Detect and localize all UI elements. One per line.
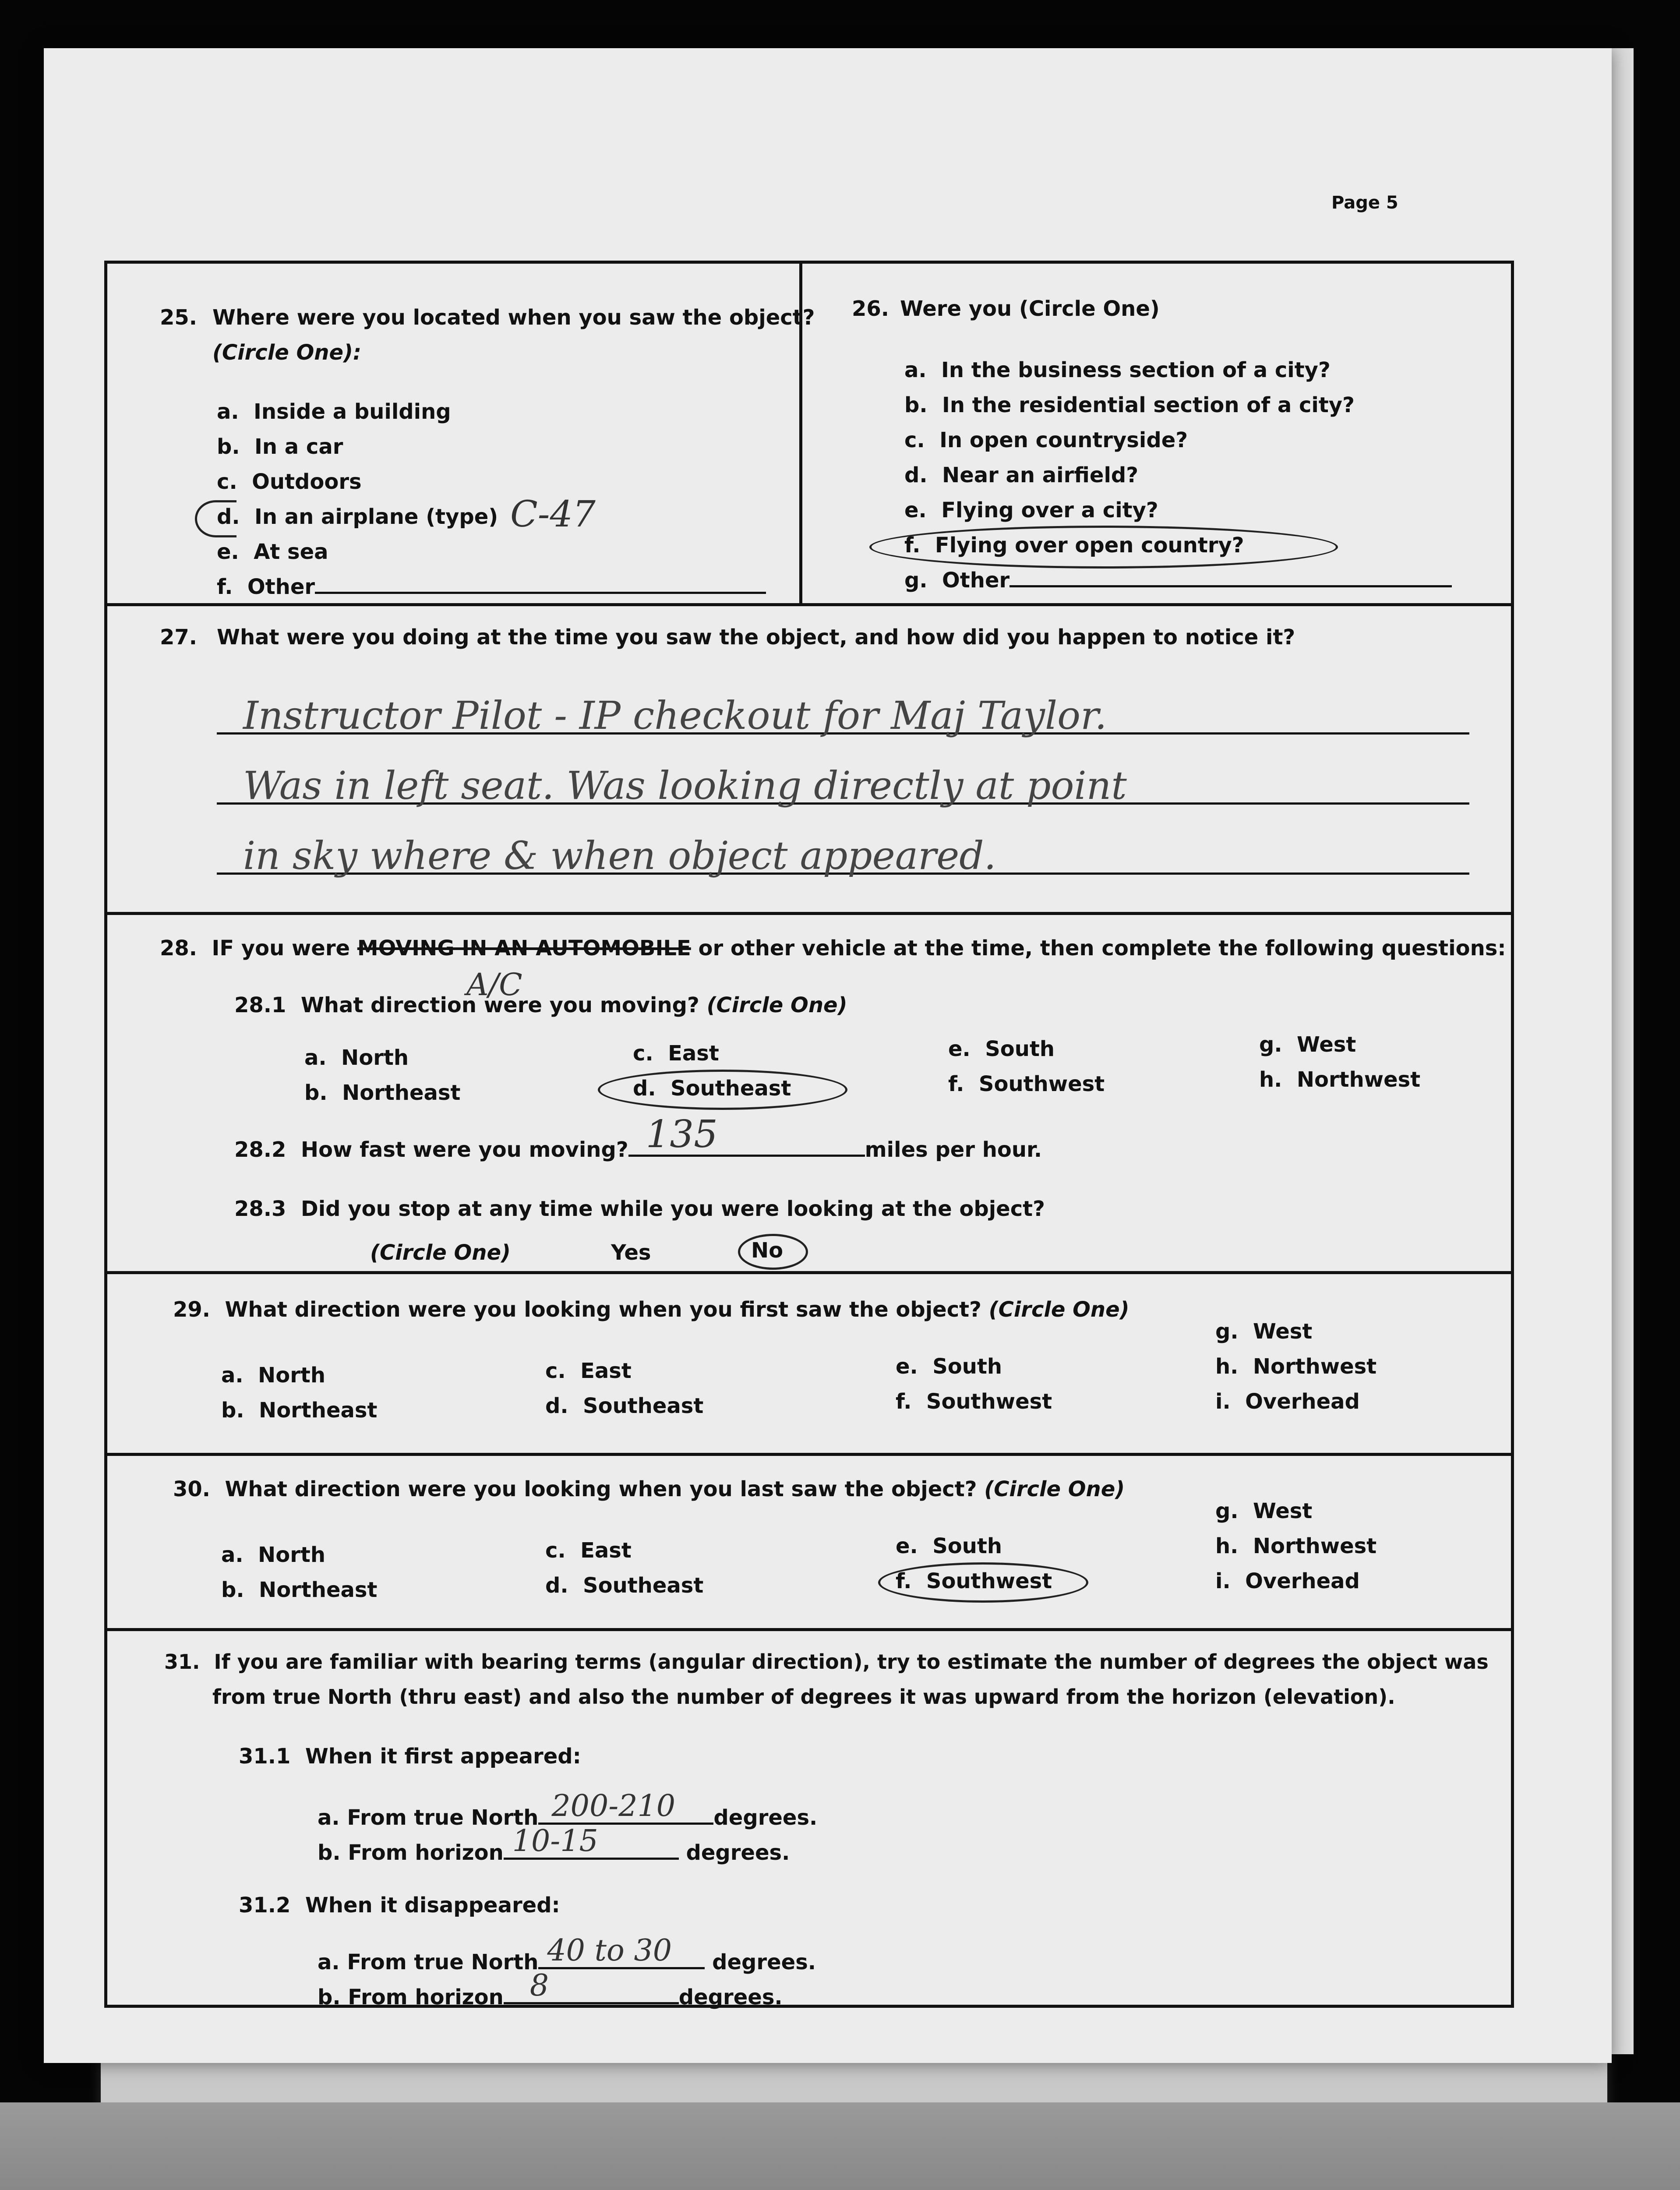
q25-option-f[interactable]: f. Other [217,575,766,599]
q29-option-f[interactable]: f. Southwest [896,1389,1052,1414]
q281-option-d[interactable]: d. Southeast [633,1076,791,1101]
q26-option-c[interactable]: c. In open countryside? [904,428,1188,452]
q30-option-c[interactable]: c. East [545,1538,632,1563]
q311-label: 31.1 When it first appeared: [239,1744,581,1769]
q29-option-b[interactable]: b. Northeast [221,1398,378,1423]
q282-question: 28.2 How fast were you moving? 135 miles per hour. [234,1113,1042,1162]
q281-d-circle-mark [598,1070,847,1110]
q283-option-yes[interactable]: Yes [611,1240,651,1265]
q25-number: 25. [160,305,198,330]
q281-option-c[interactable]: c. East [633,1041,719,1066]
divider-29 [107,1271,1511,1274]
q281-option-f[interactable]: f. Southwest [948,1072,1105,1096]
q281-option-h[interactable]: h. Northwest [1259,1067,1421,1092]
divider-31 [107,1628,1511,1631]
q311-north-field[interactable]: 200-210 [538,1823,713,1825]
q29-option-h[interactable]: h. Northwest [1215,1354,1377,1379]
q311-horizon-field[interactable]: 10-15 [504,1858,679,1860]
q25-handwritten-type: C-47 [510,494,596,535]
q30-option-i[interactable]: i. Overhead [1215,1569,1360,1593]
form-page [44,48,1612,2063]
q283-instruction: (Circle One) [370,1240,511,1265]
q312-label: 31.2 When it disappeared: [239,1893,560,1918]
q26-other-line[interactable] [1009,585,1452,587]
q29-question: 29. What direction were you looking when you first saw the object? (Circle One) [173,1297,1129,1322]
q25-d-circle-mark [195,500,236,537]
q25-option-d[interactable]: d. In an airplane (type) [217,505,498,529]
q30-option-e[interactable]: e. South [896,1534,1002,1558]
q26-f-circle-mark [869,526,1338,569]
q281-option-e[interactable]: e. South [948,1037,1055,1061]
q282-speed-field[interactable]: 135 [628,1155,865,1157]
q25-option-b[interactable]: b. In a car [217,434,343,459]
q26-option-e[interactable]: e. Flying over a city? [904,498,1158,523]
q25-option-a[interactable]: a. Inside a building [217,399,451,424]
q26-option-d[interactable]: d. Near an airfield? [904,463,1139,487]
q283-no-circle-mark [738,1234,808,1270]
q281-option-a[interactable]: a. North [304,1046,409,1070]
divider-27 [107,603,1511,606]
q29-option-g[interactable]: g. West [1215,1319,1313,1344]
q283-question: 28.3 Did you stop at any time while you were looking at the object? [234,1197,1045,1221]
q25-option-e[interactable]: e. At sea [217,540,328,564]
q25-option-c[interactable]: c. Outdoors [217,470,362,494]
q27-answer-line-3[interactable]: in sky where & when object appeared. [217,824,1469,875]
q312-north-field[interactable]: 40 to 30 [538,1967,705,1969]
q30-option-b[interactable]: b. Northeast [221,1578,378,1602]
q311-from-north: a. From true North 200-210 degrees. [318,1789,818,1830]
q27-answer-line-1[interactable]: Instructor Pilot - IP checkout for Maj Taylor. [217,684,1469,735]
q28-handwritten-vehicle: A/C [466,967,522,1003]
divider-28 [107,912,1511,915]
q26-question: Were you (Circle One) [900,297,1160,321]
q25-other-line[interactable] [315,592,766,594]
q30-question: 30. What direction were you looking when you last saw the object? (Circle One) [173,1477,1125,1501]
q30-f-circle-mark [878,1562,1088,1603]
form-frame [104,261,1514,2008]
lower-sheet-edge [0,2102,1680,2190]
q25-question: Where were you located when you saw the object? [212,305,815,330]
q312-from-horizon: b. From horizon 8 degrees. [318,1968,783,2010]
q28-intro: 28. IF you were MOVING IN AN AUTOMOBILE or other vehicle at the time, then complete the following questions: [160,936,1506,961]
q26-option-b[interactable]: b. In the residential section of a city? [904,393,1355,417]
q312-from-north: a. From true North 40 to 30 degrees. [318,1933,816,1975]
q312-horizon-field[interactable]: 8 [504,2002,679,2004]
q30-option-d[interactable]: d. Southeast [545,1573,704,1598]
q28-struck-text: MOVING IN AN AUTOMOBILE [357,936,691,961]
page-number: Page 5 [1331,193,1398,213]
q30-option-h[interactable]: h. Northwest [1215,1534,1377,1558]
q30-option-a[interactable]: a. North [221,1543,325,1567]
q26-option-g[interactable]: g. Other [904,568,1452,593]
q31-question-line-2: from true North (thru east) and also the number of degrees it was upward from the horizon (elevation). [212,1685,1395,1709]
q29-option-c[interactable]: c. East [545,1359,632,1383]
q27-question: What were you doing at the time you saw the object, and how did you happen to notice it? [217,625,1295,650]
q281-option-g[interactable]: g. West [1259,1032,1356,1057]
q283-option-no[interactable]: No [751,1238,784,1263]
q29-option-d[interactable]: d. Southeast [545,1394,704,1418]
q30-option-g[interactable]: g. West [1215,1499,1313,1523]
q26-number: 26. [852,297,889,321]
q27-number: 27. [160,625,198,650]
q31-question-line-1: 31. If you are familiar with bearing terms (angular direction), try to estimate the number of degrees the object was [164,1650,1489,1674]
q30-option-f[interactable]: f. Southwest [896,1569,1052,1593]
divider-30 [107,1453,1511,1456]
q29-option-e[interactable]: e. South [896,1354,1002,1379]
q26-option-f[interactable]: f. Flying over open country? [904,533,1244,558]
q27-answer-line-2[interactable]: Was in left seat. Was looking directly at point [217,754,1469,805]
q29-option-a[interactable]: a. North [221,1363,325,1388]
q25-instruction: (Circle One): [212,340,362,365]
q281-question: 28.1 What direction were you moving? (Circle One) [234,993,847,1017]
q311-from-horizon: b. From horizon 10-15 degrees. [318,1824,790,1865]
q29-option-i[interactable]: i. Overhead [1215,1389,1360,1414]
q281-option-b[interactable]: b. Northeast [304,1081,461,1105]
q26-option-a[interactable]: a. In the business section of a city? [904,358,1331,382]
